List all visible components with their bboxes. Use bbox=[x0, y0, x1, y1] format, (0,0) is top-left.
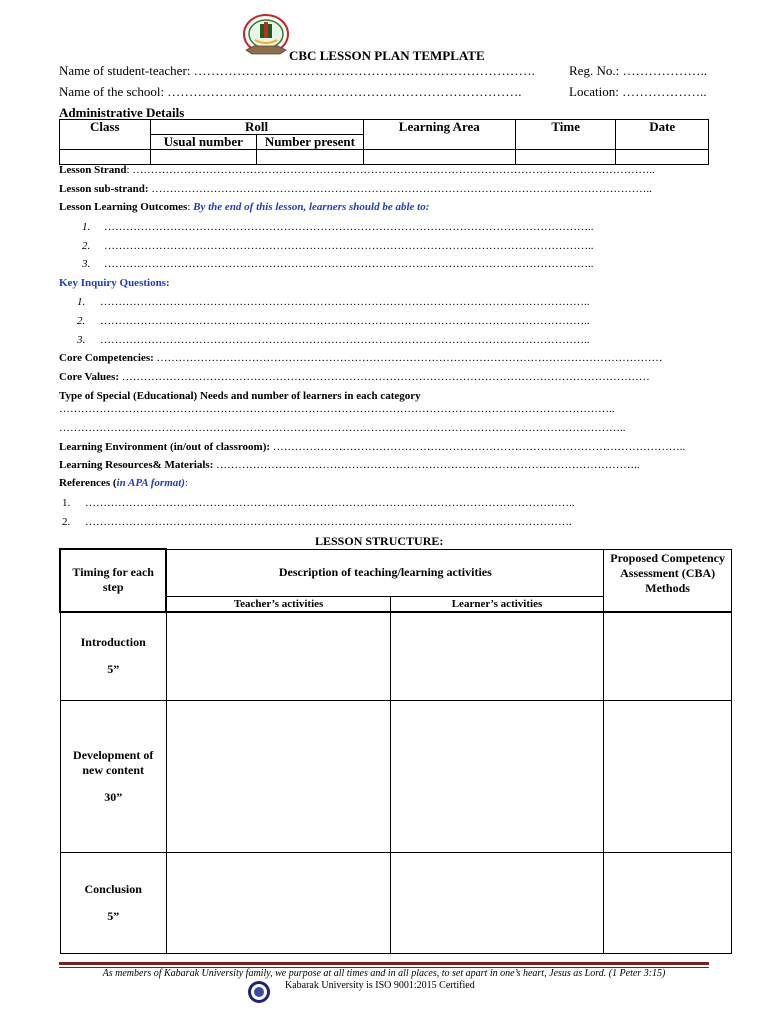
core-competencies-dots: ………………………………………………………………………………………………………………………… bbox=[153, 352, 663, 364]
time-cell bbox=[515, 150, 615, 165]
teacher-activity-cell bbox=[166, 701, 390, 853]
lesson-strand-dots: : …………………………………………………………………………………………………………………………….. bbox=[126, 164, 655, 176]
roll-header: Roll bbox=[150, 120, 363, 135]
date-header: Date bbox=[616, 120, 709, 150]
inquiry-item-dots: …………………………………………………………………………………………………………………….. bbox=[100, 315, 590, 327]
learning-outcomes-label: Lesson Learning Outcomes bbox=[59, 201, 188, 213]
outcome-item-number: 1. bbox=[82, 221, 91, 233]
lesson-substrand-label: Lesson sub-strand: bbox=[59, 183, 149, 195]
cba-cell bbox=[604, 612, 732, 701]
page-title: CBC LESSON PLAN TEMPLATE bbox=[289, 48, 485, 63]
core-competencies-line bbox=[59, 352, 663, 364]
timing-header: Timing for each step bbox=[60, 549, 166, 612]
core-competencies-label: Core Competencies: bbox=[59, 352, 154, 364]
administrative-details-table bbox=[59, 119, 709, 165]
core-values-label: Core Values: bbox=[59, 371, 119, 383]
outcome-item-dots: …………………………………………………………………………………………………………………….. bbox=[104, 240, 594, 252]
reference-item-dots: ……………………………………………………………………………………………………………………. bbox=[85, 516, 572, 528]
learning-resources-line bbox=[59, 459, 640, 471]
learner-activities-header: Learner’s activities bbox=[390, 596, 604, 612]
core-values-dots: ……………………………………………………………………………………………………………………………… bbox=[119, 371, 650, 383]
lesson-strand-line bbox=[59, 164, 655, 176]
usual-number-header: Usual number bbox=[150, 135, 257, 150]
inquiry-item-number: 2. bbox=[77, 315, 86, 327]
number-present-header: Number present bbox=[257, 135, 364, 150]
teacher-activities-header: Teacher’s activities bbox=[166, 596, 390, 612]
step-time: 30” bbox=[104, 790, 123, 804]
references-label: References ( bbox=[59, 477, 117, 489]
reg-no-field: Reg. No.: ……………….. bbox=[569, 63, 707, 78]
time-header: Time bbox=[515, 120, 615, 150]
number-present-cell bbox=[257, 150, 364, 165]
outcome-item-number: 2. bbox=[82, 240, 91, 252]
outcome-item-dots: …………………………………………………………………………………………………………………….. bbox=[104, 258, 594, 270]
school-field: Name of the school: ………………………………………………………………………. bbox=[59, 84, 522, 99]
outcome-item-number: 3. bbox=[82, 258, 91, 270]
introduction-step-cell bbox=[60, 612, 166, 701]
lesson-structure-heading: LESSON STRUCTURE: bbox=[315, 534, 444, 548]
learner-activity-cell bbox=[390, 701, 604, 853]
step-time: 5” bbox=[107, 909, 120, 923]
teacher-activity-cell bbox=[166, 853, 390, 954]
location-field: Location: ……………….. bbox=[569, 84, 707, 99]
cba-cell bbox=[604, 853, 732, 954]
inquiry-item-number: 1. bbox=[77, 296, 86, 308]
inquiry-item-dots: …………………………………………………………………………………………………………………….. bbox=[100, 296, 590, 308]
learning-resources-dots: …………………………………………………………………………………………………….. bbox=[213, 459, 640, 471]
special-needs-dots-1: …………………………………………………………………………………………………………………………………….. bbox=[59, 403, 615, 415]
learning-area-cell bbox=[363, 150, 515, 165]
university-crest-logo bbox=[240, 14, 292, 62]
step-name: Introduction bbox=[80, 635, 146, 650]
learner-activity-cell bbox=[390, 612, 604, 701]
learning-environment-line bbox=[59, 441, 685, 453]
learning-area-header: Learning Area bbox=[363, 120, 515, 150]
footer-iso-text: Kabarak University is ISO 9001:2015 Certified bbox=[285, 980, 475, 991]
step-name: Development of new content bbox=[73, 748, 154, 777]
references-apa-note: in APA format) bbox=[116, 477, 185, 489]
learner-activity-cell bbox=[390, 853, 604, 954]
references-colon: : bbox=[184, 477, 189, 489]
iso-certification-seal-icon bbox=[247, 980, 271, 1004]
footer-motto: As members of Kabarak University family, we purpose at all times and in all places, to set apart in one’s heart, Jesus as Lord. (1 Peter 3:15) bbox=[102, 968, 666, 979]
references-line bbox=[59, 477, 188, 489]
cba-header: Proposed Competency Assessment (CBA) Methods bbox=[604, 549, 732, 612]
learning-environment-label: Learning Environment (in/out of classroom): bbox=[59, 441, 271, 453]
usual-number-cell bbox=[150, 150, 257, 165]
description-header: Description of teaching/learning activities bbox=[166, 549, 603, 596]
key-inquiry-heading: Key Inquiry Questions: bbox=[59, 277, 170, 289]
lesson-structure-table bbox=[59, 548, 732, 954]
special-needs-dots-2: ……………………………………………………………………………………………………………………………………….. bbox=[59, 422, 626, 434]
inquiry-item-dots: …………………………………………………………………………………………………………………….. bbox=[100, 334, 590, 346]
learning-outcomes-colon: : bbox=[187, 201, 194, 213]
outcome-item-dots: …………………………………………………………………………………………………………………….. bbox=[104, 221, 594, 233]
special-needs-label: Type of Special (Educational) Needs and number of learners in each category bbox=[59, 390, 421, 402]
reference-item-dots: …………………………………………………………………………………………………………………….. bbox=[85, 497, 575, 509]
date-cell bbox=[616, 150, 709, 165]
development-step-cell bbox=[60, 701, 166, 853]
learning-outcomes-intro: By the end of this lesson, learners should be able to: bbox=[193, 201, 430, 213]
lesson-substrand-line bbox=[59, 183, 652, 195]
lesson-strand-label: Lesson Strand bbox=[59, 164, 127, 176]
cba-cell bbox=[604, 701, 732, 853]
inquiry-item-number: 3. bbox=[77, 334, 86, 346]
class-header: Class bbox=[60, 120, 151, 150]
class-cell bbox=[60, 150, 151, 165]
footer-rule bbox=[59, 962, 709, 965]
core-values-line bbox=[59, 371, 650, 383]
conclusion-step-cell bbox=[60, 853, 166, 954]
teacher-activity-cell bbox=[166, 612, 390, 701]
reference-item-number: 1. bbox=[62, 497, 71, 509]
learning-resources-label: Learning Resources& Materials: bbox=[59, 459, 214, 471]
admin-heading: Administrative Details bbox=[59, 105, 185, 120]
step-name: Conclusion bbox=[84, 882, 142, 896]
reference-item-number: 2. bbox=[62, 516, 71, 528]
student-teacher-field: Name of student-teacher: ……………………………………………………………………. bbox=[59, 63, 535, 78]
lesson-substrand-dots: ……………………………………………………………………………………………………………………….. bbox=[148, 183, 652, 195]
learning-outcomes-line bbox=[59, 201, 429, 213]
learning-environment-dots: ………………………………………………………………………………………………….. bbox=[270, 441, 686, 453]
step-time: 5” bbox=[107, 662, 120, 677]
